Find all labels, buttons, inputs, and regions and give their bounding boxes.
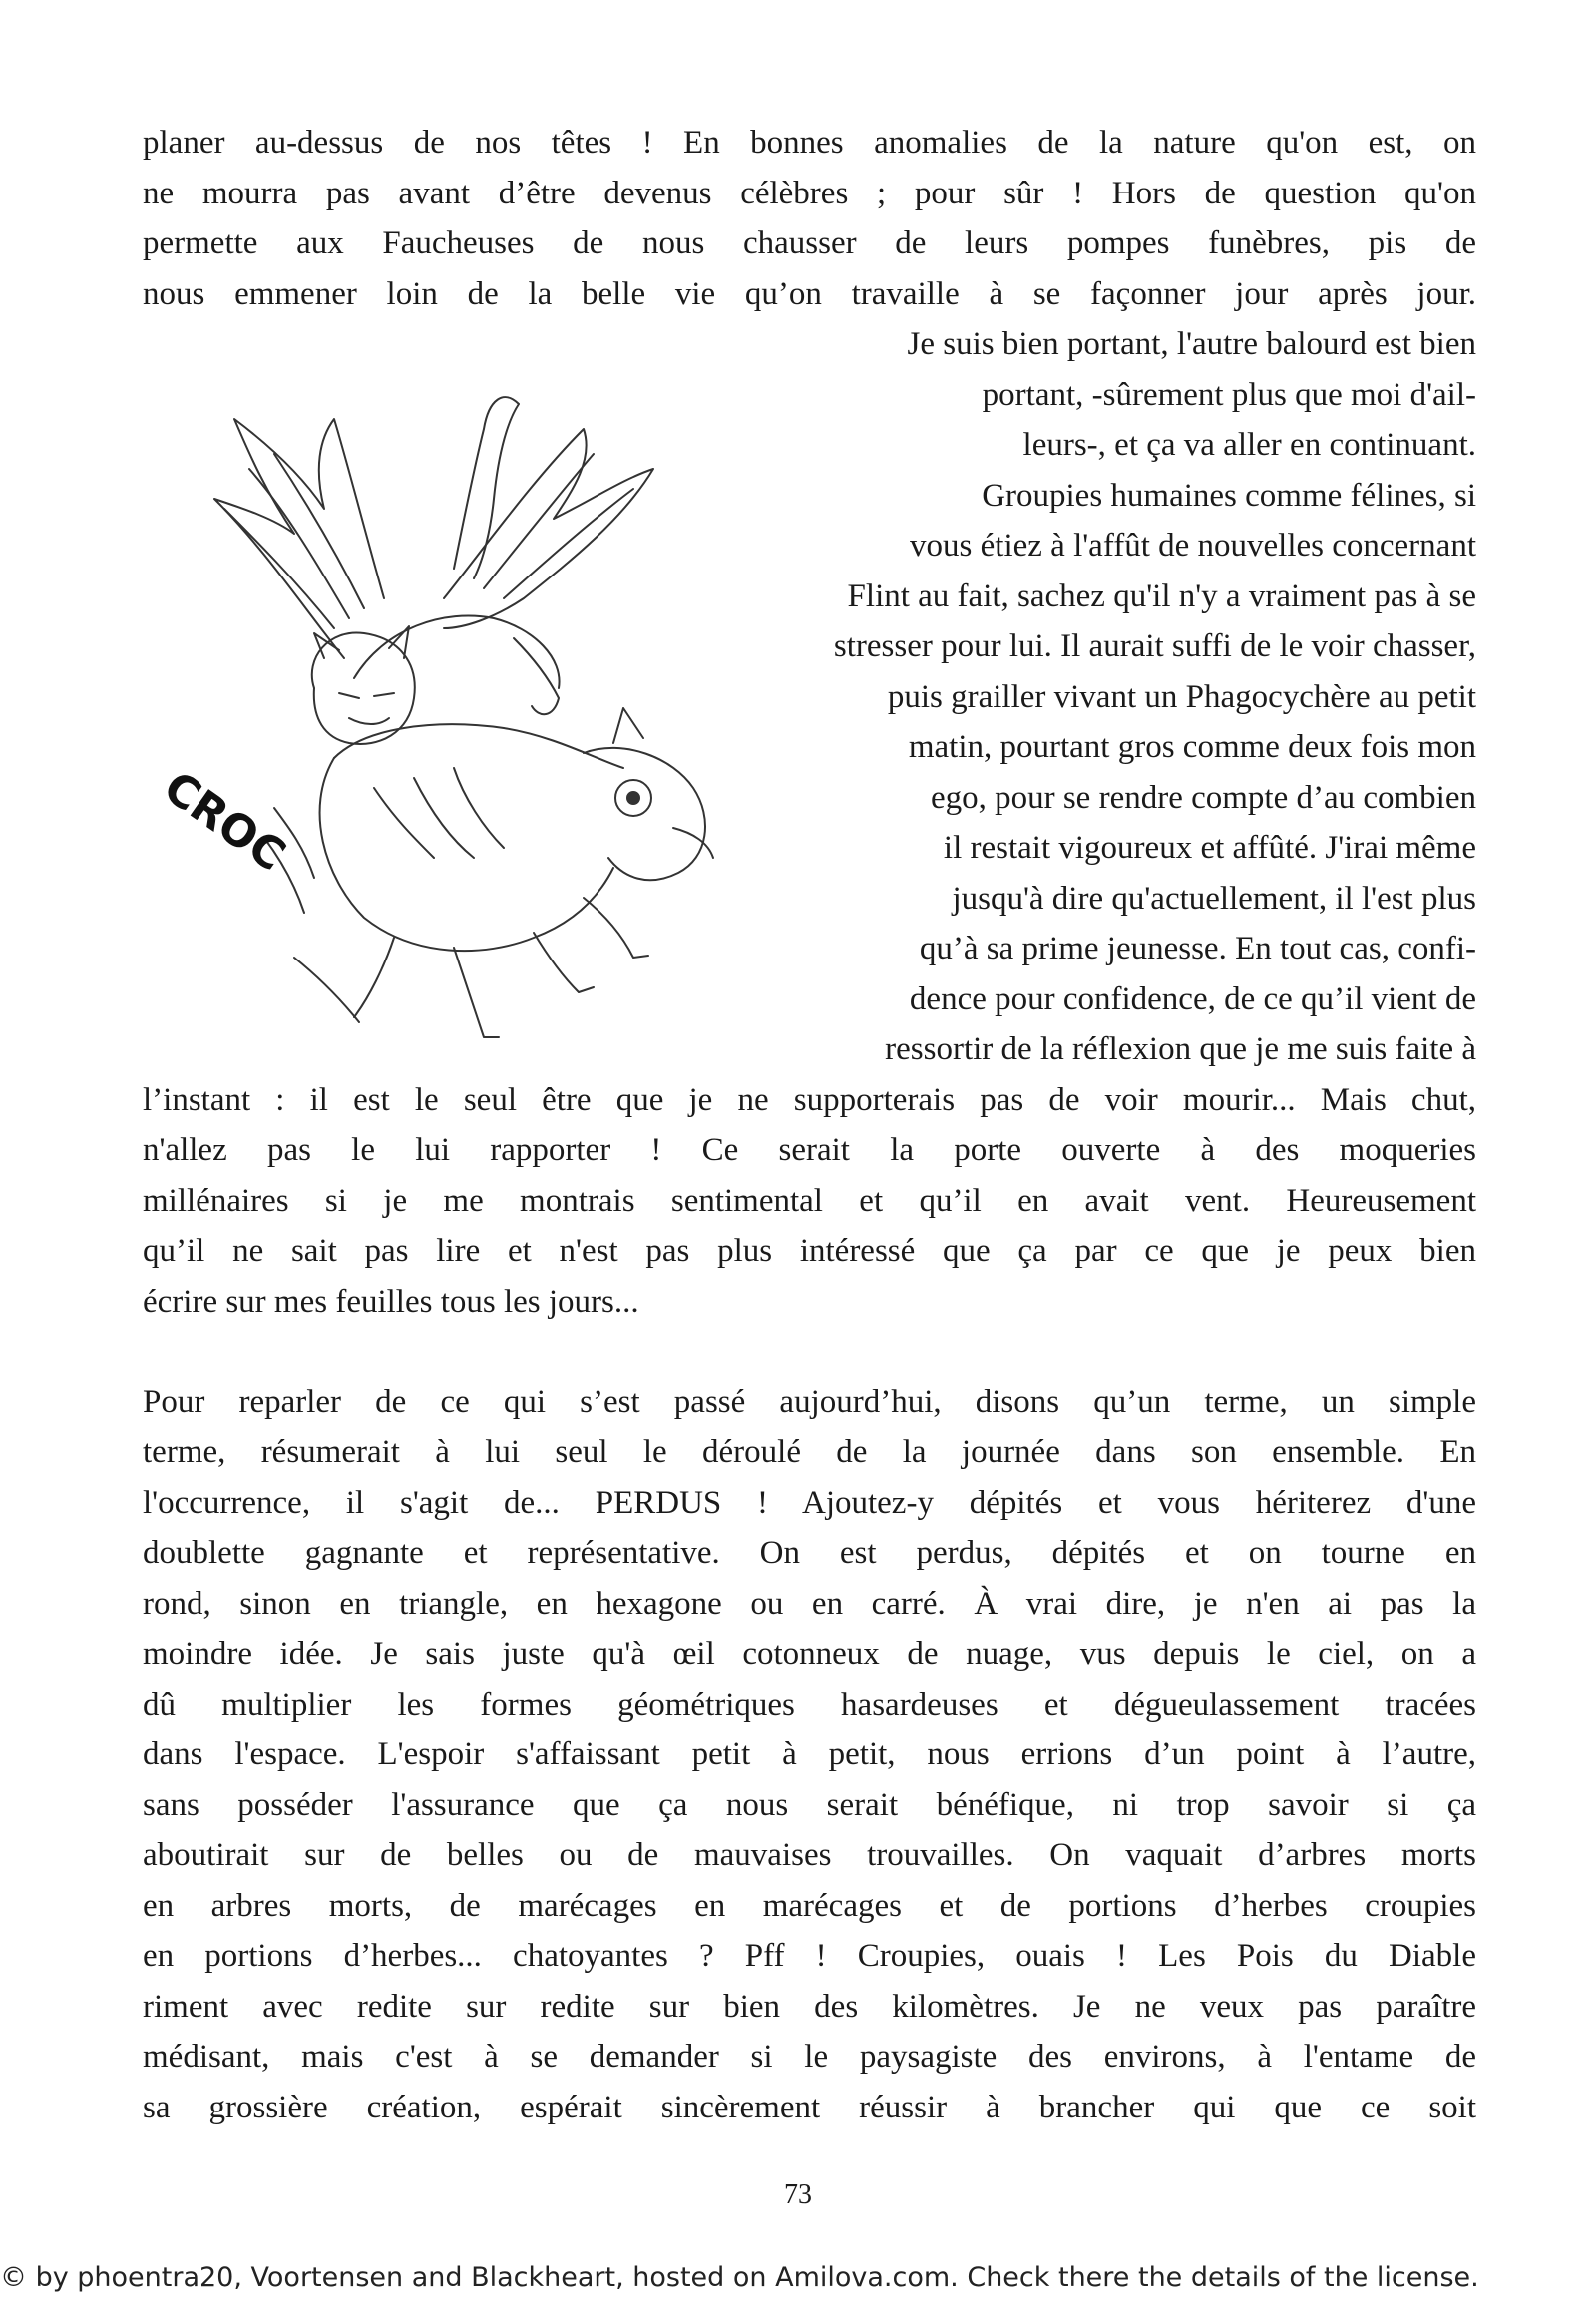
- text-line: ne mourra pas avant d’être devenus célèbres ; pour sûr ! Hors de question qu'on: [143, 175, 1476, 211]
- sfx-croc: CROC: [155, 761, 295, 882]
- text-line: Groupies humaines comme félines, si: [982, 477, 1476, 514]
- text-line: stresser pour lui. Il aurait suffi de le voir chasser,: [833, 628, 1476, 664]
- page-number: 73: [784, 2179, 812, 2210]
- text-line: n'allez pas le lui rapporter ! Ce serait la porte ouverte à des moqueries: [143, 1132, 1476, 1168]
- text-line: aboutirait sur de belles ou de mauvaises trouvailles. On vaquait d’arbres morts: [143, 1837, 1476, 1873]
- text-line: vous étiez à l'affût de nouvelles concernant: [910, 528, 1476, 564]
- paragraph-gap: [143, 1327, 1476, 1377]
- text-line: matin, pourtant gros comme deux fois mon: [908, 729, 1476, 765]
- text-line: il restait vigoureux et affûté. J'irai même: [943, 830, 1476, 866]
- text-line: en arbres morts, de marécages en marécages et de portions d’herbes croupies: [143, 1887, 1476, 1924]
- text-line: planer au-dessus de nos têtes ! En bonnes anomalies de la nature qu'on est, on: [143, 125, 1476, 161]
- text-line: moindre idée. Je sais juste qu'à œil cotonneux de nuage, vus depuis le ciel, on a: [143, 1636, 1476, 1672]
- text-line: l’instant : il est le seul être que je ne supporterais pas de voir mourir... Mais chut,: [143, 1081, 1476, 1118]
- text-line: rond, sinon en triangle, en hexagone ou en carré. À vrai dire, je n'en ai pas la: [143, 1585, 1476, 1622]
- text-line: leurs-, et ça va aller en continuant.: [1022, 427, 1476, 463]
- text-line: dû multiplier les formes géométriques hasardeuses et dégueulassement tracées: [143, 1686, 1476, 1723]
- text-line: l'occurrence, il s'agit de... PERDUS ! Ajoutez-y dépités et vous hériterez d'une: [143, 1484, 1476, 1521]
- license-footer: © by phoentra20, Voortensen and Blackheart, hosted on Amilova.com. Check there the details of the license.: [0, 2262, 1479, 2293]
- text-line: Flint au fait, sachez qu'il n'y a vraiment pas à se: [847, 577, 1476, 614]
- text-line: Je suis bien portant, l'autre balourd est bien: [907, 326, 1476, 362]
- text-line: puis grailler vivant un Phagocychère au petit: [887, 678, 1476, 715]
- text-line: jusqu'à dire qu'actuellement, il l'est plus: [952, 880, 1476, 917]
- text-line: écrire sur mes feuilles tous les jours...: [143, 1283, 639, 1320]
- text-line: permette aux Faucheuses de nous chausser de leurs pompes funèbres, pis de: [143, 225, 1476, 261]
- text-line: sa grossière création, espérait sincèrement réussir à brancher qui que ce soit: [143, 2089, 1476, 2125]
- text-line: dence pour confidence, de ce qu’il vient de: [909, 980, 1476, 1017]
- text-line: Pour reparler de ce qui s’est passé aujourd’hui, disons qu’un terme, un simple: [143, 1383, 1476, 1420]
- text-line: qu’il ne sait pas lire et n'est pas plus intéressé que ça par ce que je peux bien: [143, 1233, 1476, 1269]
- text-line: riment avec redite sur redite sur bien des kilomètres. Je ne veux pas paraître: [143, 1988, 1476, 2025]
- text-line: terme, résumerait à lui seul le déroulé de la journée dans son ensemble. En: [143, 1434, 1476, 1470]
- text-line: ego, pour se rendre compte d’au combien: [930, 779, 1476, 816]
- text-line: médisant, mais c'est à se demander si le paysagiste des environs, à l'entame de: [143, 2039, 1476, 2075]
- text-line: en portions d’herbes... chatoyantes ? Pff ! Croupies, ouais ! Les Pois du Diable: [143, 1938, 1476, 1974]
- text-line: qu’à sa prime jeunesse. En tout cas, confi-: [919, 931, 1476, 966]
- text-line: doublette gagnante et représentative. On est perdus, dépités et on tourne en: [143, 1535, 1476, 1571]
- text-line: portant, -sûrement plus que moi d'ail-: [982, 376, 1476, 413]
- text-line: sans posséder l'assurance que ça nous serait bénéfique, ni trop savoir si ça: [143, 1786, 1476, 1823]
- text-line: millénaires si je me montrais sentimental et qu’il en avait vent. Heureusement: [143, 1182, 1476, 1219]
- illustration-winged-cat-biting-boar: [155, 359, 773, 1077]
- text-line: ressortir de la réflexion que je me suis faite à: [885, 1031, 1476, 1067]
- text-line: nous emmener loin de la belle vie qu’on travaille à se façonner jour après jour.: [143, 275, 1476, 312]
- text-line: dans l'espace. L'espoir s'affaissant petit à petit, nous errions d’un point à l’autre,: [143, 1736, 1476, 1772]
